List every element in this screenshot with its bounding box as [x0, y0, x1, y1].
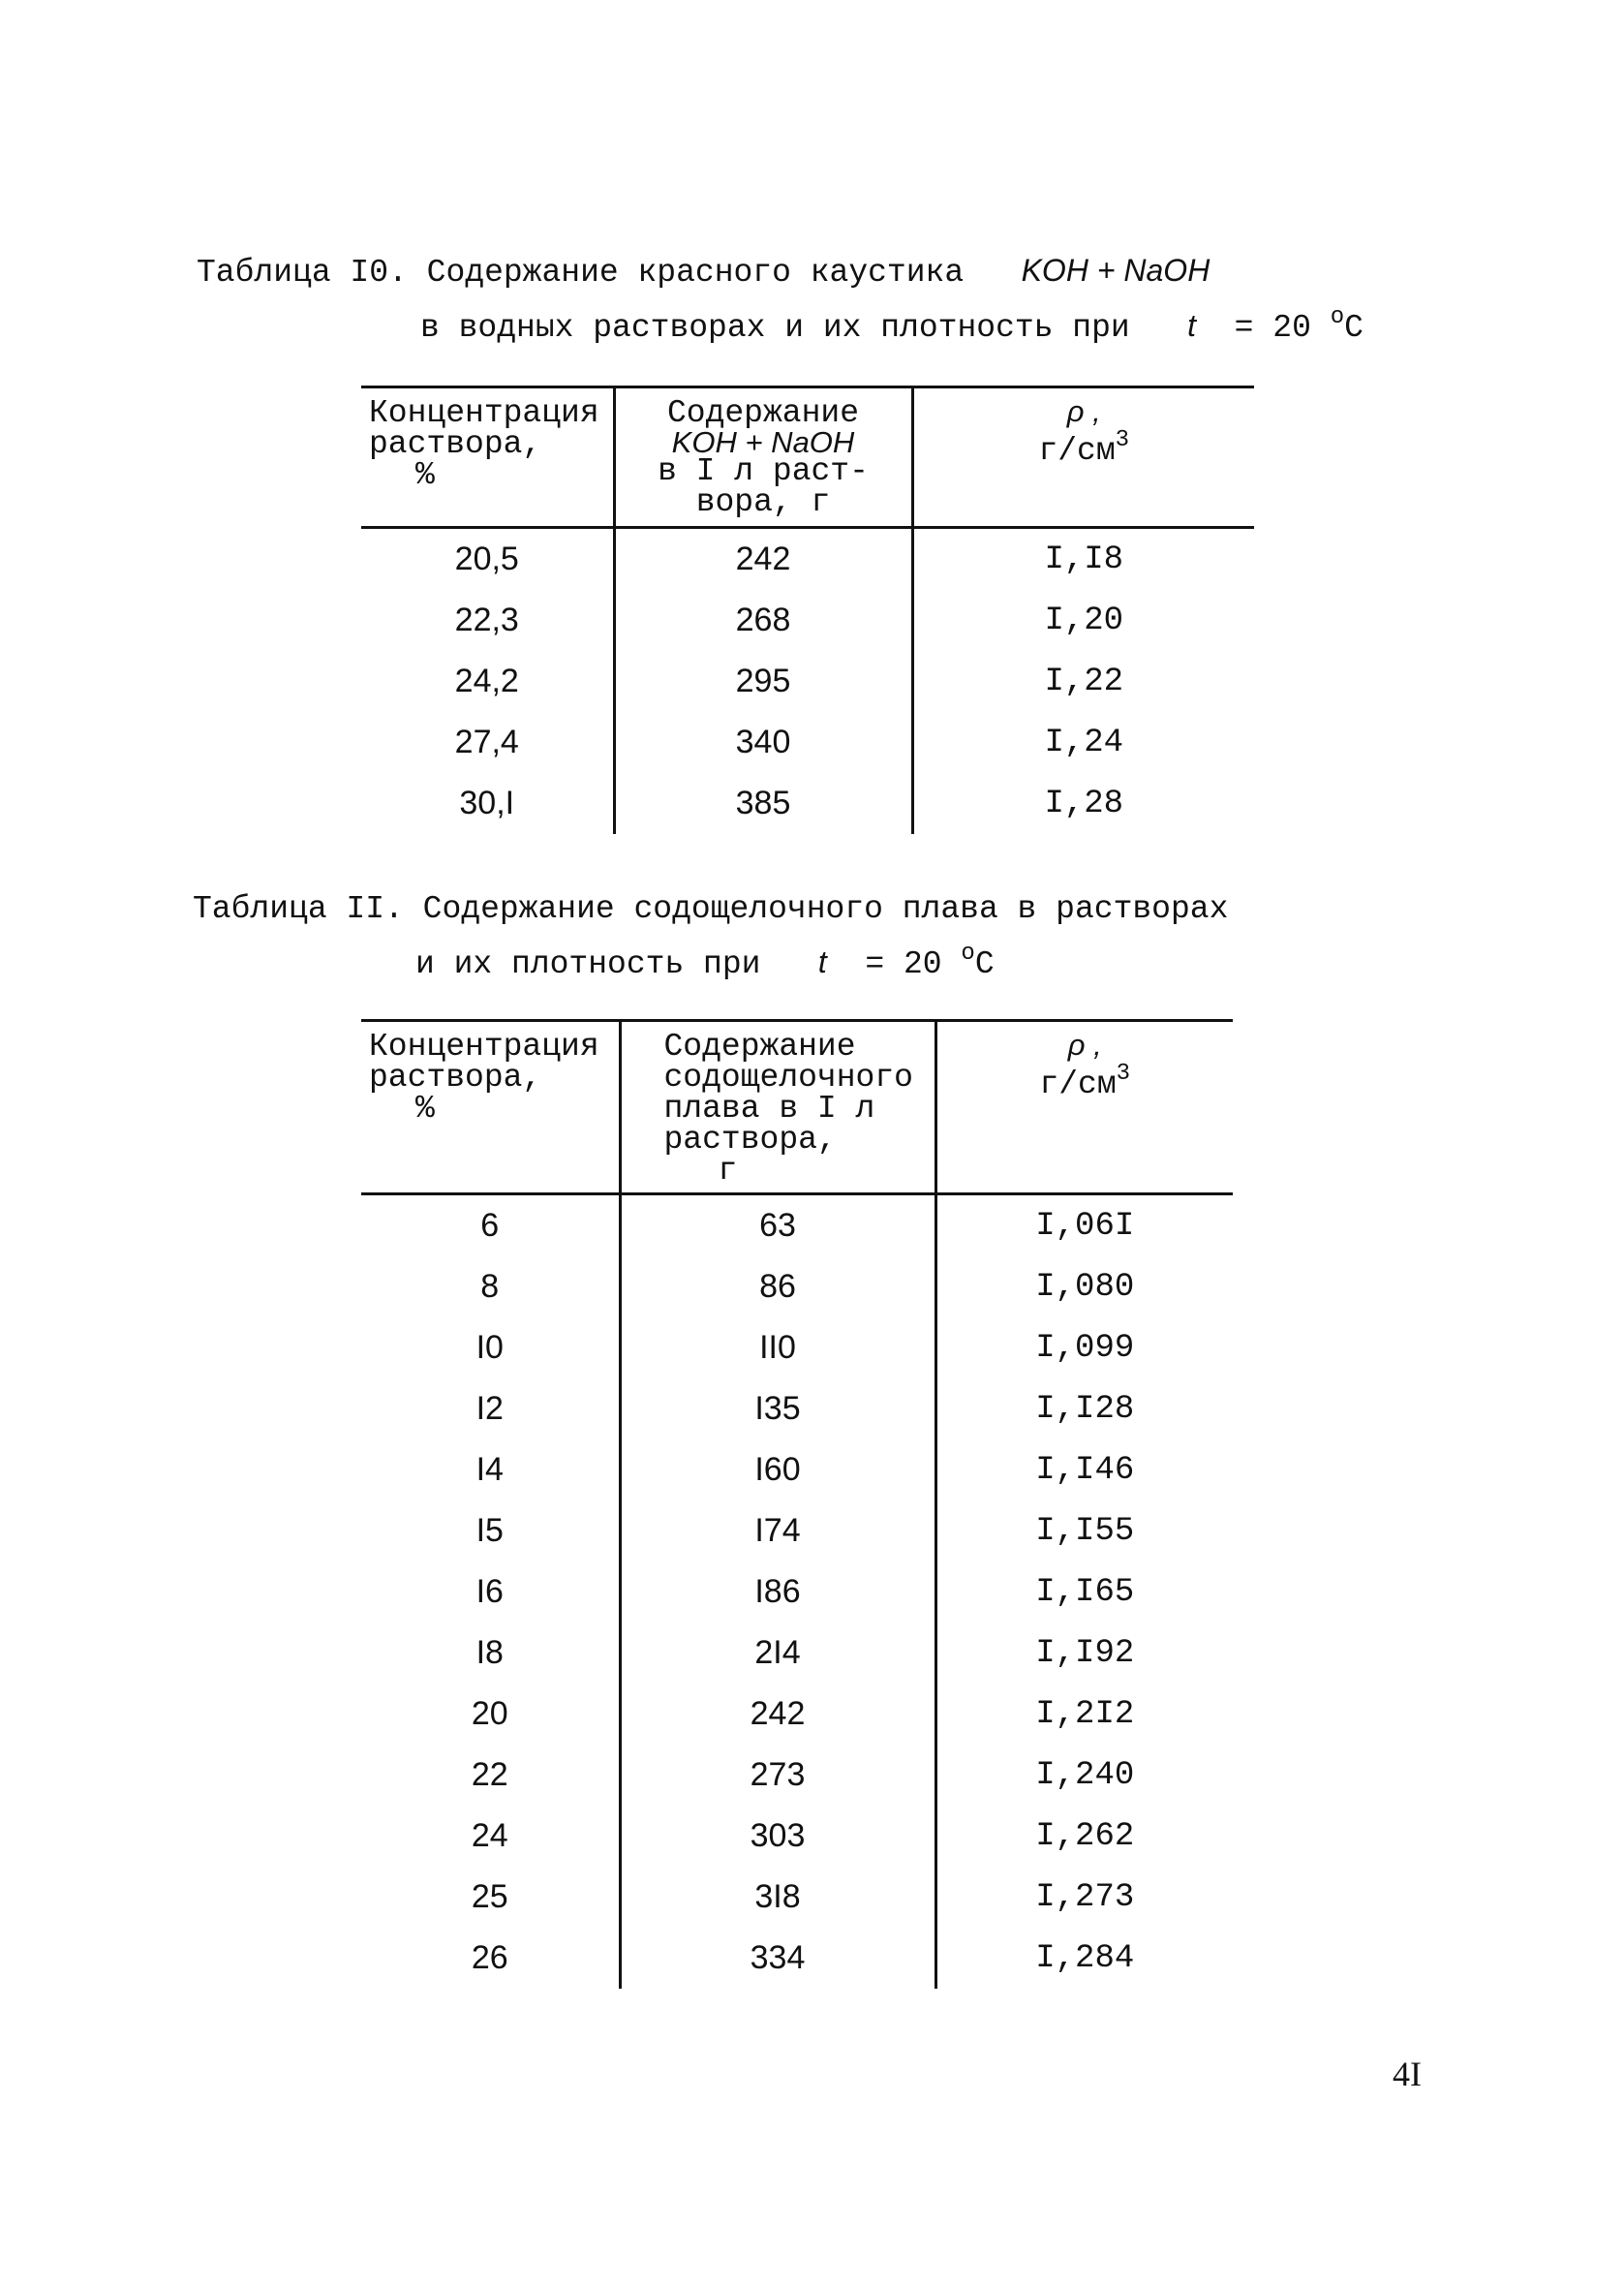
density-cell: I,I55 — [935, 1500, 1233, 1561]
table11-caption-line1 — [193, 887, 1228, 932]
page-number: 4I — [1393, 2055, 1422, 2093]
table10-caption-line2 — [197, 295, 1364, 351]
content-cell: I60 — [620, 1439, 935, 1500]
table-row — [361, 1745, 1233, 1806]
content-cell: 303 — [620, 1806, 935, 1867]
content-cell: 295 — [614, 651, 912, 712]
density-cell: I,I46 — [935, 1439, 1233, 1500]
table10-caption — [197, 248, 1364, 351]
content-cell: 340 — [614, 712, 912, 773]
content-cell: 273 — [620, 1745, 935, 1806]
content-cell: 242 — [614, 528, 912, 591]
concentration-cell: 8 — [480, 1268, 500, 1305]
table10-caption-line1 — [197, 248, 1364, 295]
content-cell: 385 — [614, 773, 912, 834]
table11-caption-line2 — [193, 932, 1228, 987]
density-cell: I,22 — [912, 651, 1254, 712]
concentration-cell: 27,4 — [454, 724, 519, 760]
table11-temp-unit: $^o$C — [961, 941, 995, 982]
concentration-cell: 20,5 — [454, 541, 519, 577]
concentration-cell: 24,2 — [454, 663, 519, 699]
concentration-cell: 22 — [471, 1756, 508, 1793]
table-row — [361, 1439, 1233, 1500]
content-cell: 268 — [614, 590, 912, 651]
content-cell: 3I8 — [620, 1867, 935, 1928]
table11-header-row — [361, 1021, 1233, 1194]
density-cell: I,240 — [935, 1745, 1233, 1806]
table-row — [361, 773, 1254, 834]
table11-caption — [193, 887, 1228, 987]
table-row — [361, 1561, 1233, 1623]
table11-title: Содержание содощелочного плава в растворах — [422, 891, 1229, 927]
table11-t-symbol: t — [817, 944, 827, 979]
table11-label: Таблица II. — [193, 891, 404, 927]
content-cell: 334 — [620, 1928, 935, 1989]
table-row — [361, 1806, 1233, 1867]
concentration-cell: 26 — [471, 1939, 508, 1976]
table11-header-content: Содержание содощелочного плава в I л раствора, г — [620, 1021, 935, 1194]
table-row — [361, 1684, 1233, 1745]
content-cell: II0 — [620, 1317, 935, 1378]
concentration-cell: 6 — [480, 1207, 500, 1244]
density-cell: I,20 — [912, 590, 1254, 651]
table11 — [361, 1019, 1233, 1989]
table-row — [361, 1256, 1233, 1317]
concentration-cell: 20 — [471, 1695, 508, 1732]
concentration-cell: 30,I — [459, 785, 515, 821]
concentration-cell: I4 — [475, 1451, 504, 1488]
table10-header-content: Содержание KOH + NaOH в I л раст- вора, г — [614, 387, 912, 528]
content-cell: I35 — [620, 1378, 935, 1439]
density-cell: I,I8 — [912, 528, 1254, 591]
table-row — [361, 590, 1254, 651]
table10-formula: KOH + NaOH — [1021, 253, 1210, 288]
density-cell: I,284 — [935, 1928, 1233, 1989]
concentration-cell: 22,3 — [454, 602, 519, 638]
table10-header-concentration: Концентрация раствора, % — [361, 387, 614, 528]
density-cell: I,I28 — [935, 1378, 1233, 1439]
table10-header-density: ρ , $г/см^3$ — [912, 387, 1254, 528]
density-cell: I,24 — [912, 712, 1254, 773]
table11-subtitle: и их плотность при — [415, 946, 761, 982]
table-row — [361, 651, 1254, 712]
content-cell: 86 — [620, 1256, 935, 1317]
table-row — [361, 1867, 1233, 1928]
density-cell: I,2I2 — [935, 1684, 1233, 1745]
concentration-cell: I0 — [475, 1329, 504, 1366]
table10-body — [361, 528, 1254, 835]
content-cell: I74 — [620, 1500, 935, 1561]
concentration-cell: 25 — [471, 1878, 508, 1915]
table10 — [361, 386, 1254, 834]
density-cell: I,262 — [935, 1806, 1233, 1867]
density-cell: I,I92 — [935, 1623, 1233, 1684]
content-cell: I86 — [620, 1561, 935, 1623]
table-row — [361, 1317, 1233, 1378]
table10-label: Таблица I0. — [197, 255, 408, 291]
table11-header-density: ρ , $г/см^3$ — [935, 1021, 1233, 1194]
density-cell: I,099 — [935, 1317, 1233, 1378]
table-row — [361, 1194, 1233, 1257]
concentration-cell: I8 — [475, 1634, 504, 1671]
content-cell: 2I4 — [620, 1623, 935, 1684]
concentration-cell: I5 — [475, 1512, 504, 1549]
density-cell: I,28 — [912, 773, 1254, 834]
table-row — [361, 712, 1254, 773]
table-row — [361, 1623, 1233, 1684]
table10-t-symbol: t — [1187, 308, 1197, 343]
density-cell: I,273 — [935, 1867, 1233, 1928]
table10-subtitle: в водных растворах и их плотность при — [420, 310, 1130, 346]
content-cell: 63 — [620, 1194, 935, 1257]
concentration-cell: I2 — [475, 1390, 504, 1427]
table10-temp-unit: $^o$C — [1330, 304, 1364, 346]
density-cell: I,I65 — [935, 1561, 1233, 1623]
content-cell: 242 — [620, 1684, 935, 1745]
table-row — [361, 1500, 1233, 1561]
table-row — [361, 528, 1254, 591]
table10-temp: = 20 — [1234, 310, 1311, 346]
table11-body — [361, 1194, 1233, 1990]
table10-header-row — [361, 387, 1254, 528]
table-row — [361, 1378, 1233, 1439]
table11-header-concentration: Концентрация раствора, % — [361, 1021, 620, 1194]
table10-title: Содержание красного каустика — [426, 255, 965, 291]
table11-temp: = 20 — [865, 946, 942, 982]
concentration-cell: I6 — [475, 1573, 504, 1610]
density-cell: I,06I — [935, 1194, 1233, 1257]
table-row — [361, 1928, 1233, 1989]
concentration-cell: 24 — [471, 1817, 508, 1854]
density-cell: I,080 — [935, 1256, 1233, 1317]
